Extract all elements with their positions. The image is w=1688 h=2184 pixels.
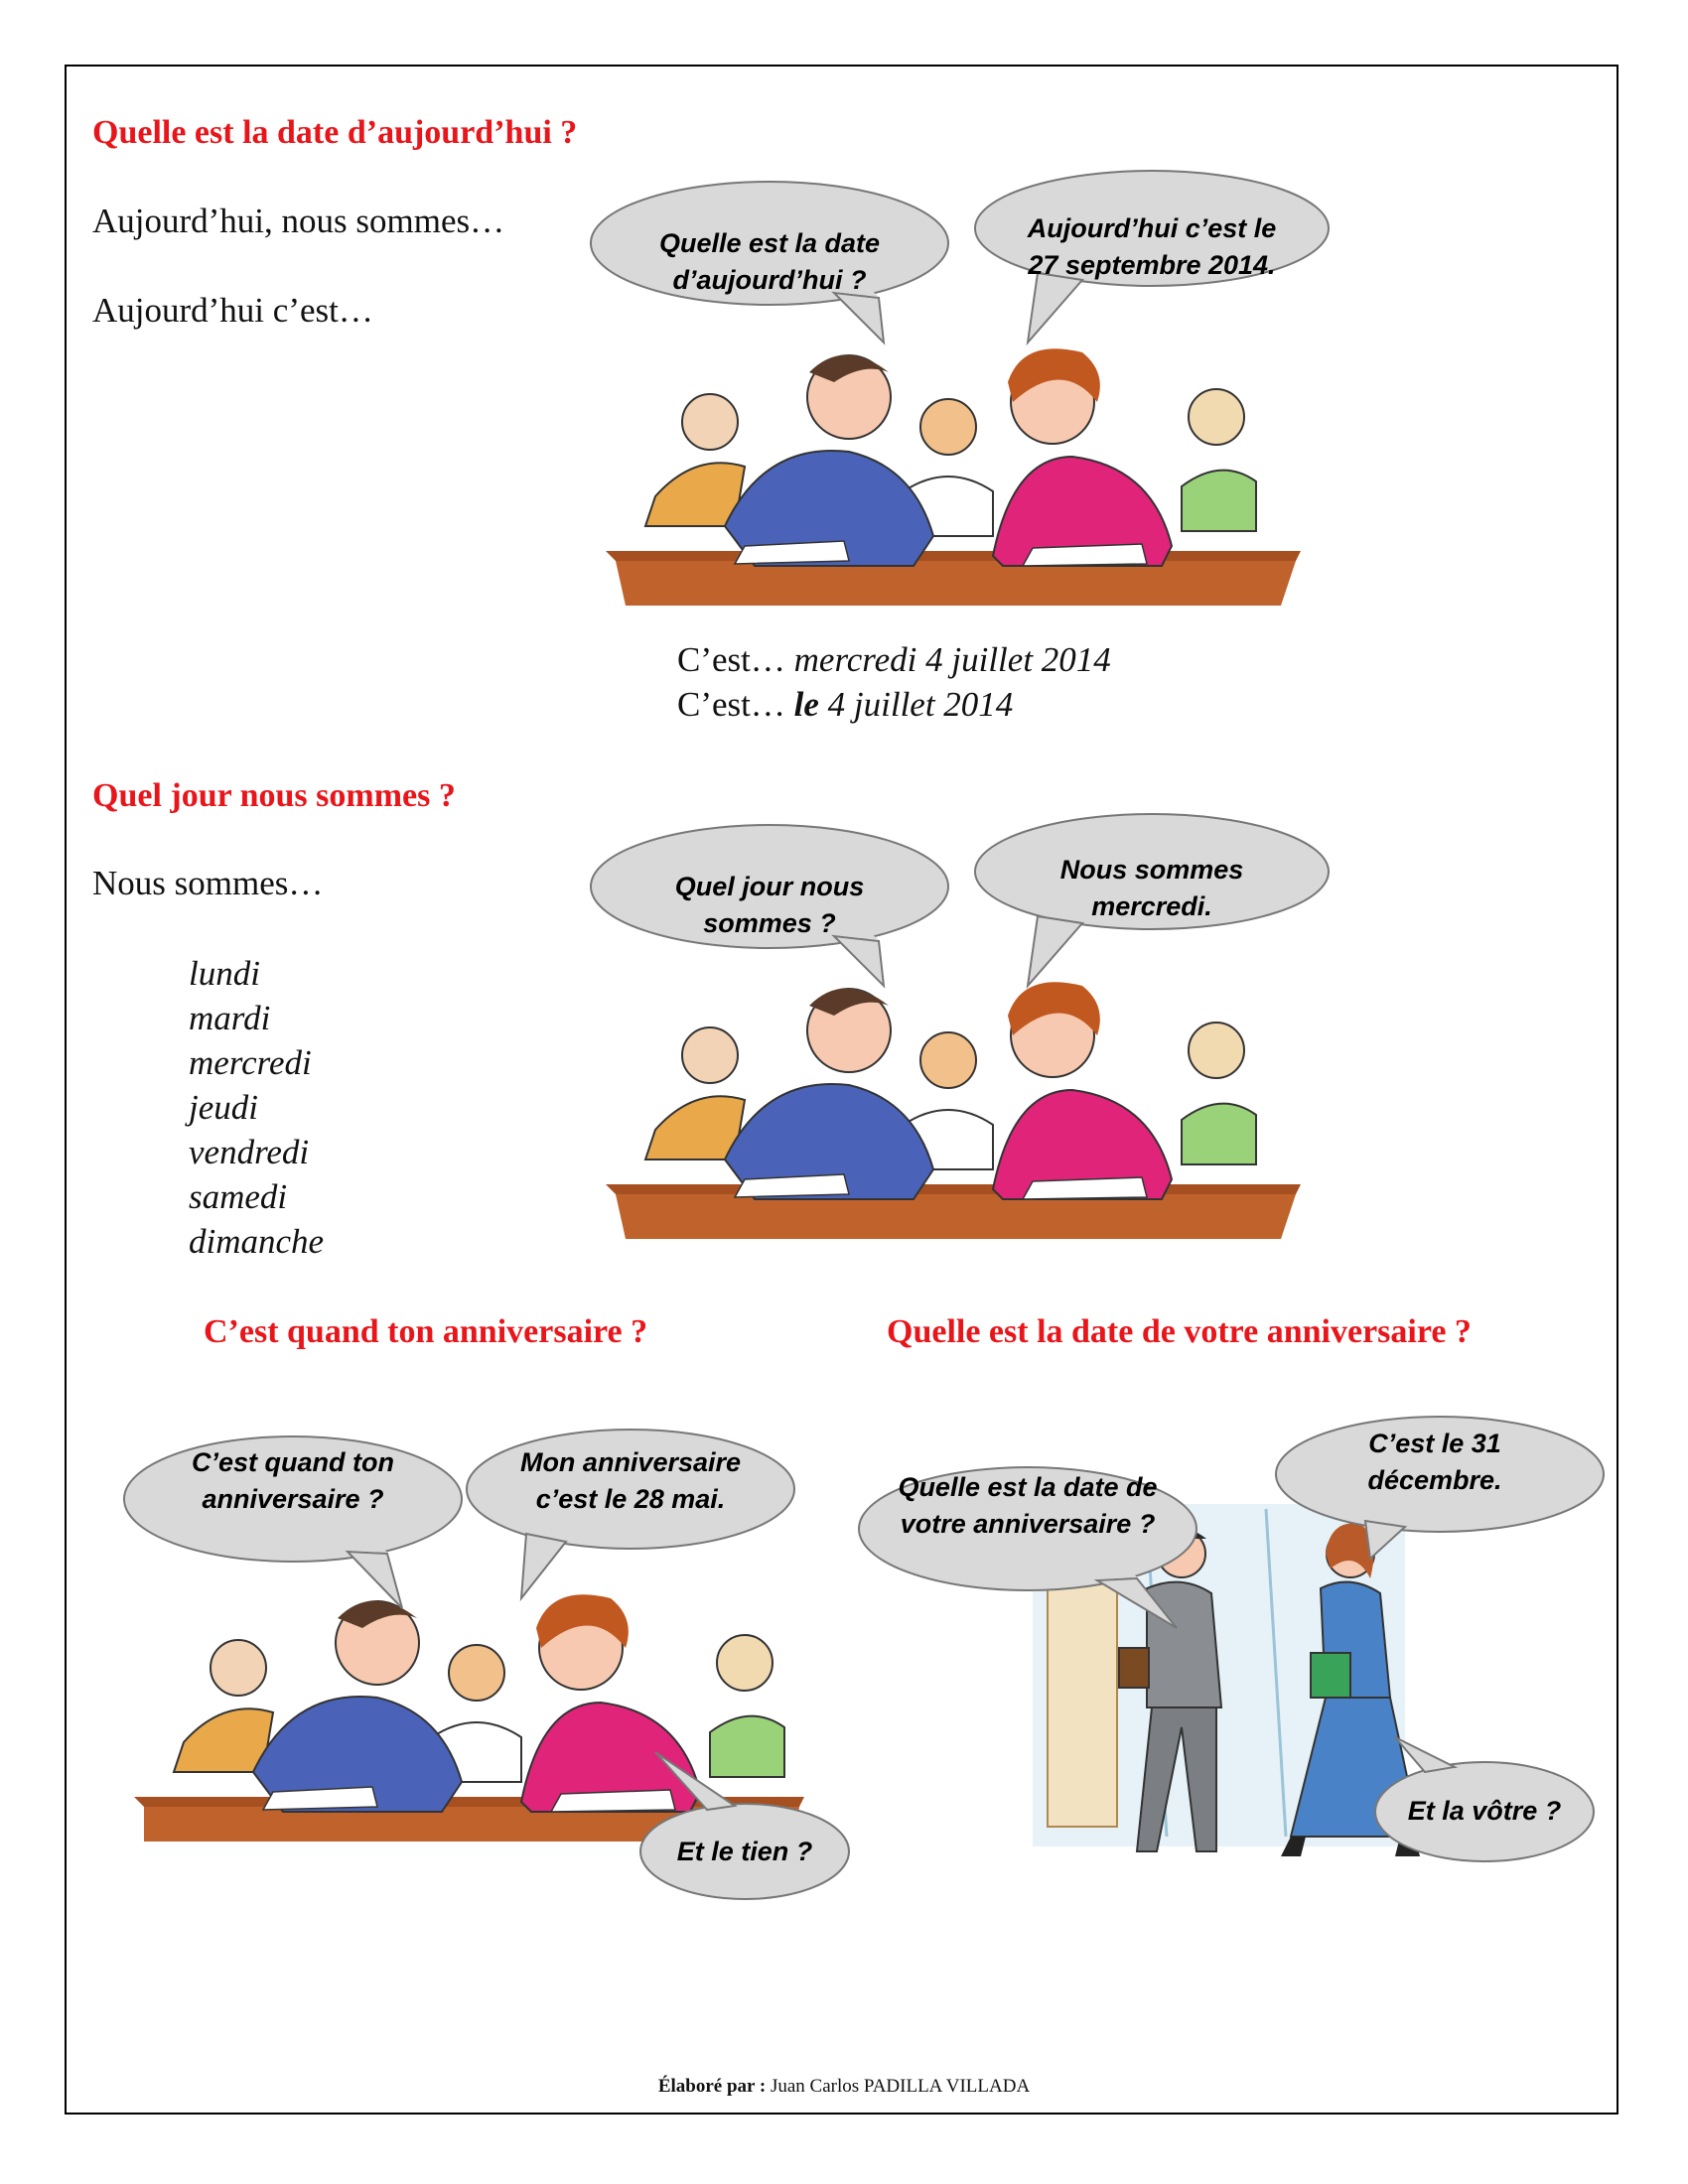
classroom-scene (606, 348, 1301, 606)
day-item: samedi (189, 1177, 288, 1216)
bubble-line: 27 septembre 2014. (1028, 250, 1276, 280)
bubble-question-text-3 (144, 1444, 442, 1518)
bubble-line: Aujourd’hui c’est le (1027, 213, 1277, 243)
bubble-question-text-2 (616, 869, 923, 942)
footer (0, 2076, 1688, 2098)
bubble-answer-text-3 (477, 1444, 784, 1518)
bubble-answer-text-1 (993, 210, 1311, 284)
example-prefix: C’est… (677, 685, 785, 724)
day-item: dimanche (189, 1222, 325, 1261)
example-value: 4 juillet 2014 (827, 685, 1014, 724)
bubble-line: Nous sommes (1059, 855, 1244, 885)
bubble-line: sommes ? (703, 908, 836, 938)
example-value: mercredi 4 juillet 2014 (793, 640, 1111, 679)
date-example-2 (677, 685, 1013, 725)
section1-heading: Quelle est la date d’aujourd’hui ? (92, 114, 578, 151)
bubble-line: C’est quand ton (192, 1447, 394, 1477)
bubble-question-text-4 (874, 1469, 1182, 1543)
footer-label: Élaboré par : (657, 2076, 767, 2097)
section3-heading: C’est quand ton anniversaire ? (204, 1313, 648, 1350)
bubble-line: anniversaire ? (202, 1484, 384, 1514)
bubble-line: Quelle est la date (658, 228, 881, 258)
bubble-answer-text-2 (993, 852, 1311, 925)
bubble-line: Quelle est la date de (898, 1472, 1158, 1502)
bubble-reply-text-4: Et la vôtre ? (1407, 1796, 1562, 1826)
bubble-reply-text-3: Et le tien ? (676, 1837, 813, 1866)
section4-heading: Quelle est la date de votre anniversaire ? (887, 1313, 1472, 1350)
bubble-line: Mon anniversaire (519, 1447, 742, 1477)
day-item: mercredi (189, 1043, 312, 1082)
bubble-line: C’est le 31 (1368, 1429, 1501, 1458)
classroom-scene (606, 982, 1301, 1239)
footer-author: Juan Carlos PADILLA VILLADA (770, 2076, 1031, 2097)
bubble-line: c’est le 28 mai. (535, 1484, 726, 1514)
section2-line1: Nous sommes… (92, 864, 324, 902)
bubble-line: décembre. (1367, 1465, 1502, 1495)
day-item: vendredi (189, 1133, 310, 1171)
bubble-line: votre anniversaire ? (900, 1509, 1156, 1539)
day-item: jeudi (189, 1088, 258, 1127)
bubble-question-text-1 (616, 225, 923, 299)
section2-heading: Quel jour nous sommes ? (92, 777, 456, 814)
bubble-answer-text-4 (1281, 1426, 1589, 1499)
example-prefix: C’est… (677, 640, 785, 679)
section1-line1: Aujourd’hui, nous sommes… (92, 202, 505, 240)
bubble-line: Quel jour nous (674, 872, 865, 901)
bubble-line: d’aujourd’hui ? (672, 265, 867, 295)
section1-line2: Aujourd’hui c’est… (92, 291, 373, 330)
day-item: lundi (189, 954, 260, 993)
example-article: le (793, 685, 819, 724)
days-list (189, 951, 324, 1264)
date-example-1 (677, 640, 1111, 680)
day-item: mardi (189, 999, 271, 1037)
bubble-line: mercredi. (1091, 891, 1212, 921)
